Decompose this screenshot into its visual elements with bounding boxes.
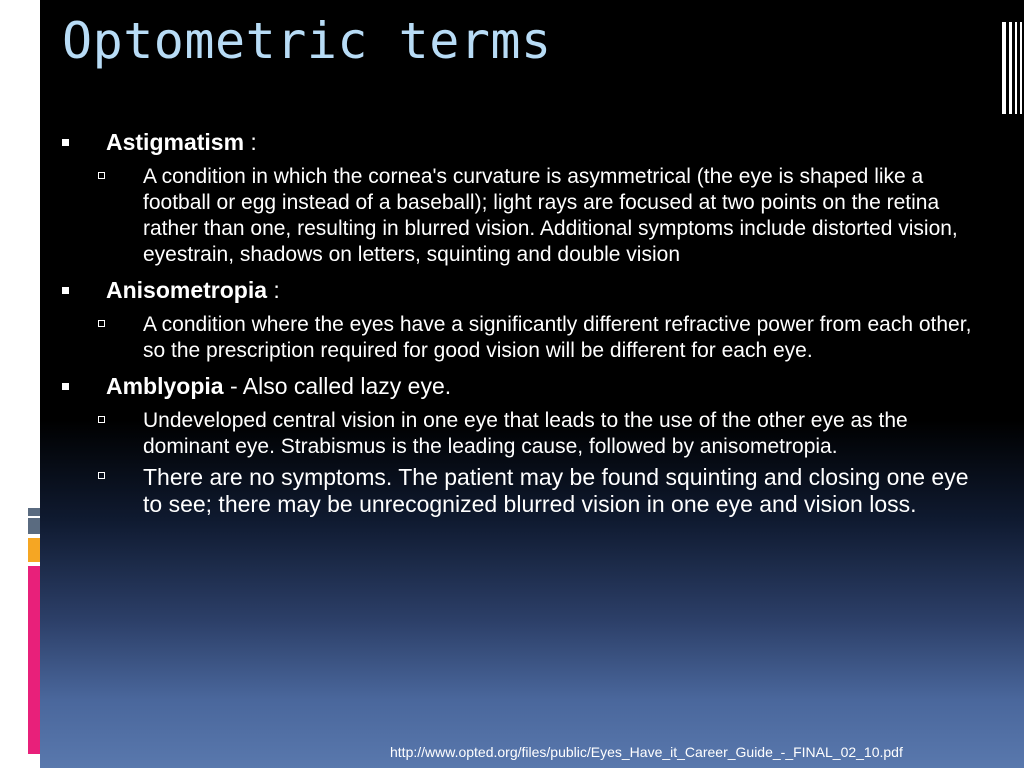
- vertical-lines-icon: [1000, 20, 1024, 116]
- square-bullet-icon: [62, 139, 69, 146]
- term-label: Astigmatism: [106, 129, 245, 155]
- sub-bullet-text: A condition where the eyes have a significantly different refractive power from each other, so the prescription required for good vision will be different for each eye.: [143, 313, 972, 362]
- hollow-square-bullet-icon: [98, 416, 105, 423]
- term-suffix: - Also called lazy eye.: [223, 373, 452, 399]
- gray-accent-bar: [28, 518, 40, 534]
- hollow-square-bullet-icon: [98, 472, 105, 479]
- term-suffix: :: [267, 277, 280, 303]
- term-label: Anisometropia: [106, 277, 268, 303]
- sub-bullet-text: Undeveloped central vision in one eye that leads to the use of the other eye as the dominant eye. Strabismus is the leading cause, followed by anisometropia.: [143, 409, 908, 458]
- hollow-square-bullet-icon: [98, 172, 105, 179]
- sub-bullet-item: [62, 408, 992, 460]
- bullet-item-astigmatism: [62, 128, 992, 156]
- term-suffix: :: [244, 129, 257, 155]
- sub-bullet-text: A condition in which the cornea's curvature is asymmetrical (the eye is shaped like a football or egg instead of a baseball); light rays are focused at two points on the retina rather than one, resulting in blurred vision. Additional symptoms include distorted vision, eyestrain, shadows on letters, squinting and double vision: [143, 165, 958, 266]
- sub-bullet-item: [62, 164, 992, 268]
- sub-bullet-item: [62, 312, 992, 364]
- source-url-link[interactable]: http://www.opted.org/files/public/Eyes_Have_it_Career_Guide_-_FINAL_02_10.pdf: [390, 744, 903, 760]
- sub-bullet-item: [62, 464, 992, 518]
- hollow-square-bullet-icon: [98, 320, 105, 327]
- slide-title: Optometric terms: [62, 12, 552, 70]
- orange-accent-bar: [28, 538, 40, 562]
- bullet-item-anisometropia: [62, 276, 992, 304]
- term-label: Amblyopia: [106, 373, 224, 399]
- slide-content: [62, 128, 992, 526]
- sub-bullet-text: There are no symptoms. The patient may be found squinting and closing one eye to see; there may be unrecognized blurred vision in one eye and vision loss.: [143, 464, 969, 517]
- square-bullet-icon: [62, 383, 69, 390]
- square-bullet-icon: [62, 287, 69, 294]
- gray-accent-bar: [28, 508, 40, 516]
- left-decorative-panel: [0, 0, 40, 768]
- pink-accent-bar: [28, 566, 40, 754]
- bullet-item-amblyopia: [62, 372, 992, 400]
